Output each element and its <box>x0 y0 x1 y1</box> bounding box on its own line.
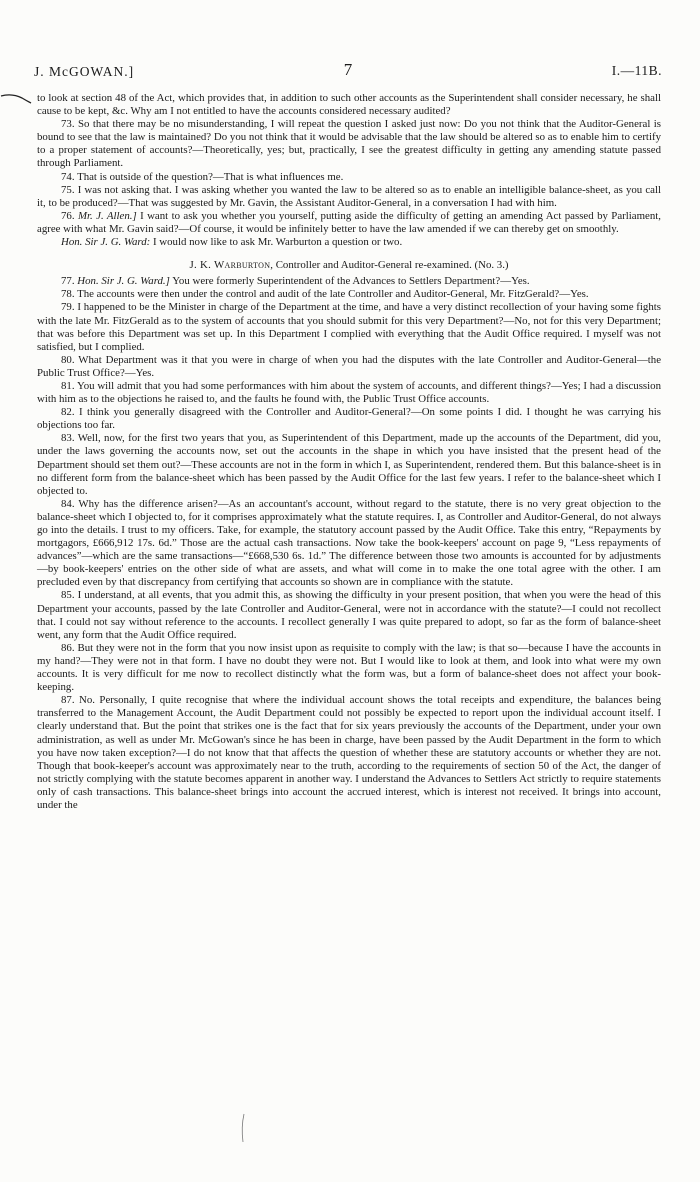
paragraph-75: 75. I was not asking that. I was asking whether you wanted the law to be altered so as to enable an intelligible balance-sheet, as you call it, to be produced?—That was suggested by Mr. Gavin, the Assistant Auditor-General, in a conversation I had with him. <box>37 183 661 209</box>
paragraph-73: 73. So that there may be no misunderstanding, I will repeat the question I asked just now: Do you not think that the Auditor-General is bound to see that the law is maintained? Do you not think that it would be advisable that the law should be altered so as to enable him to certify to a proper statement of accounts?—Theoretically, yes; but, practically, I see the greatest difficulty in getting any amending statute passed through Parliament. <box>37 118 661 170</box>
paragraph-ward-remark: Hon. Sir J. G. Ward: I would now like to ask Mr. Warburton a question or two. <box>61 236 403 249</box>
header-reference: I.—11B. <box>611 63 662 78</box>
paragraph-85: 85. I understand, at all events, that you admit this, as showing the difficulty in your present position, that when you were the head of this Department your accounts, passed by the late Controller and Auditor-General, were not in accordance with the statute?—I could not recollect that. I could not say without reference to the accounts. I recollect generally I was quite prepared to adopt, so far as the form of balance-sheet went, any form that the Audit Office required. <box>37 589 662 641</box>
section-heading: J. K. Warburton, Controller and Auditor-General re-examined. (No. 3.) <box>189 259 509 272</box>
margin-pen-mark <box>0 92 32 104</box>
paragraph-79: 79. I happened to be the Minister in charge of the Department at the time, and have a very distinct recollection of your having some fights with the late Mr. FitzGerald as to the system of accounts that you should submit for this very Department?—No, not for this very Department; that was before this Department was set up. In this Department I complied with everything that the Audit Office required. I myself was not satisfied, but I complied. <box>37 301 661 353</box>
paragraph-83: 83. Well, now, for the first two years that you, as Superintendent of this Department, made up the accounts of the Department, did you, under the laws governing the accounts now, set out the accounts in the shape in which you have insisted that the present head of the Department should set them out?—These accounts are not in the form in which I, as Superintendent, rendered them. But this balance-sheet is in no different form from the balance-sheet which has been passed by the Audit Office for the last few years. I refer to the balance-sheet which I objected to. <box>37 432 662 497</box>
paragraph-continuation: to look at section 48 of the Act, which provides that, in addition to such other accounts as the Superintendent shall consider necessary, he shall cause to be kept, &c. Why am I not entitled to have the accounts considered necessary audited? <box>37 92 661 118</box>
speaker-label: Hon. Sir J. G. Ward: <box>61 236 151 249</box>
speaker-label: Hon. Sir J. G. Ward.] <box>77 275 170 288</box>
witness-name: J. K. Warburton <box>189 259 271 272</box>
paragraph-86: 86. But they were not in the form that you now insist upon as requisite to comply with the law; is that so—because I have the accounts in my hand?—They were not in that form. I have no doubt they were not. But I would like to look at them, and look into what were my own accounts. It is very difficult for me now to recollect distinctly what the form was, but a form of balance-sheet does not affect your book-keeping. <box>37 641 661 694</box>
paragraph-81: 81. You will admit that you had some performances with him about the system of accounts, and different things?—Yes; I had a discussion with him as to the objections he raised to, and the faults he found with, the Public Trust Office accounts. <box>37 379 661 406</box>
paragraph-80: 80. What Department was it that you were in charge of when you had the disputes with the late Controller and Auditor-General—the Public Trust Office?—Yes. <box>37 353 662 379</box>
speaker-label: Mr. J. Allen.] <box>77 209 137 222</box>
page-number: 7 <box>343 60 353 79</box>
page-header <box>34 62 662 84</box>
header-witness-name: J. McGOWAN.] <box>34 64 135 79</box>
body-text <box>37 92 661 812</box>
paragraph-78: 78. The accounts were then under the control and audit of the late Controller and Auditor-General, Mr. FitzGerald?—Yes. <box>61 288 589 301</box>
paragraph-82: 82. I think you generally disagreed with the Controller and Auditor-General?—On some points I did. I thought he was carrying his objections too far. <box>37 406 661 432</box>
paragraph-84: 84. Why has the difference arisen?—As an accountant's account, without regard to the statute, there is no very great objection to the balance-sheet which I objected to, for it comprises approximately what the statute requires. I, as Controller and Auditor-General, do not always go into the details. I trust to my officers. Take, for example, the statutory account passed by the Audit Office. Take this entry, “Repayments by mortgagors, £666,912 17s. 6d.” Those are the actual cash transactions. Now take the book-keepers' account on page 9, “Less repayments of advances”—which are the same transactions—“£668,530 6s. 1d.” The difference between those two amounts is accounted for by adjustments—by book-keepers' entries on the other side of what are assets, and what will come in to make the one total agree with the other. I am precluded even by that discrepancy from certifying that accounts so shown are in compliance with the statute. <box>37 497 661 589</box>
paragraph-77: 77. Hon. Sir J. G. Ward.] You were formerly Superintendent of the Advances to Settlers Department?—Yes. <box>61 275 530 288</box>
paragraph-76: 76. Mr. J. Allen.] I want to ask you whether you yourself, putting aside the difficulty of getting an amending Act passed by Parliament, agree with what Mr. Gavin said?—Of course, it would be infinitely better to have the law amended if we can thereby get on smoothly. <box>37 209 661 235</box>
stray-pen-mark <box>239 1113 247 1143</box>
paragraph-74: 74. That is outside of the question?—That is what influences me. <box>61 170 344 183</box>
paragraph-87: 87. No. Personally, I quite recognise that where the individual account shows the total receipts and expenditure, the balances being transferred to the Management Account, the Audit Department could not possibly be expected to report upon the individual account itself. I clearly understand that. But the point that strikes one is the fact that for six years previously the accounts of the Department, under your own administration, as well as under Mr. McGowan's since he has been in charge, have been passed by the Audit Department in the form to which you have now taken exception?—I do not know that that affects the question of whether these are statutory accounts or whether they are not. Though that book-keeper's account was approximately near to the truth, according to the requirements of section 50 of the Act, the danger of not strictly complying with the statute becomes apparent in another way. I understand the Advances to Settlers Act strictly to require statements only of cash transactions. This balance-sheet brings into account the accrued interest, which is interest not received. It brings into account, under the <box>37 694 661 811</box>
